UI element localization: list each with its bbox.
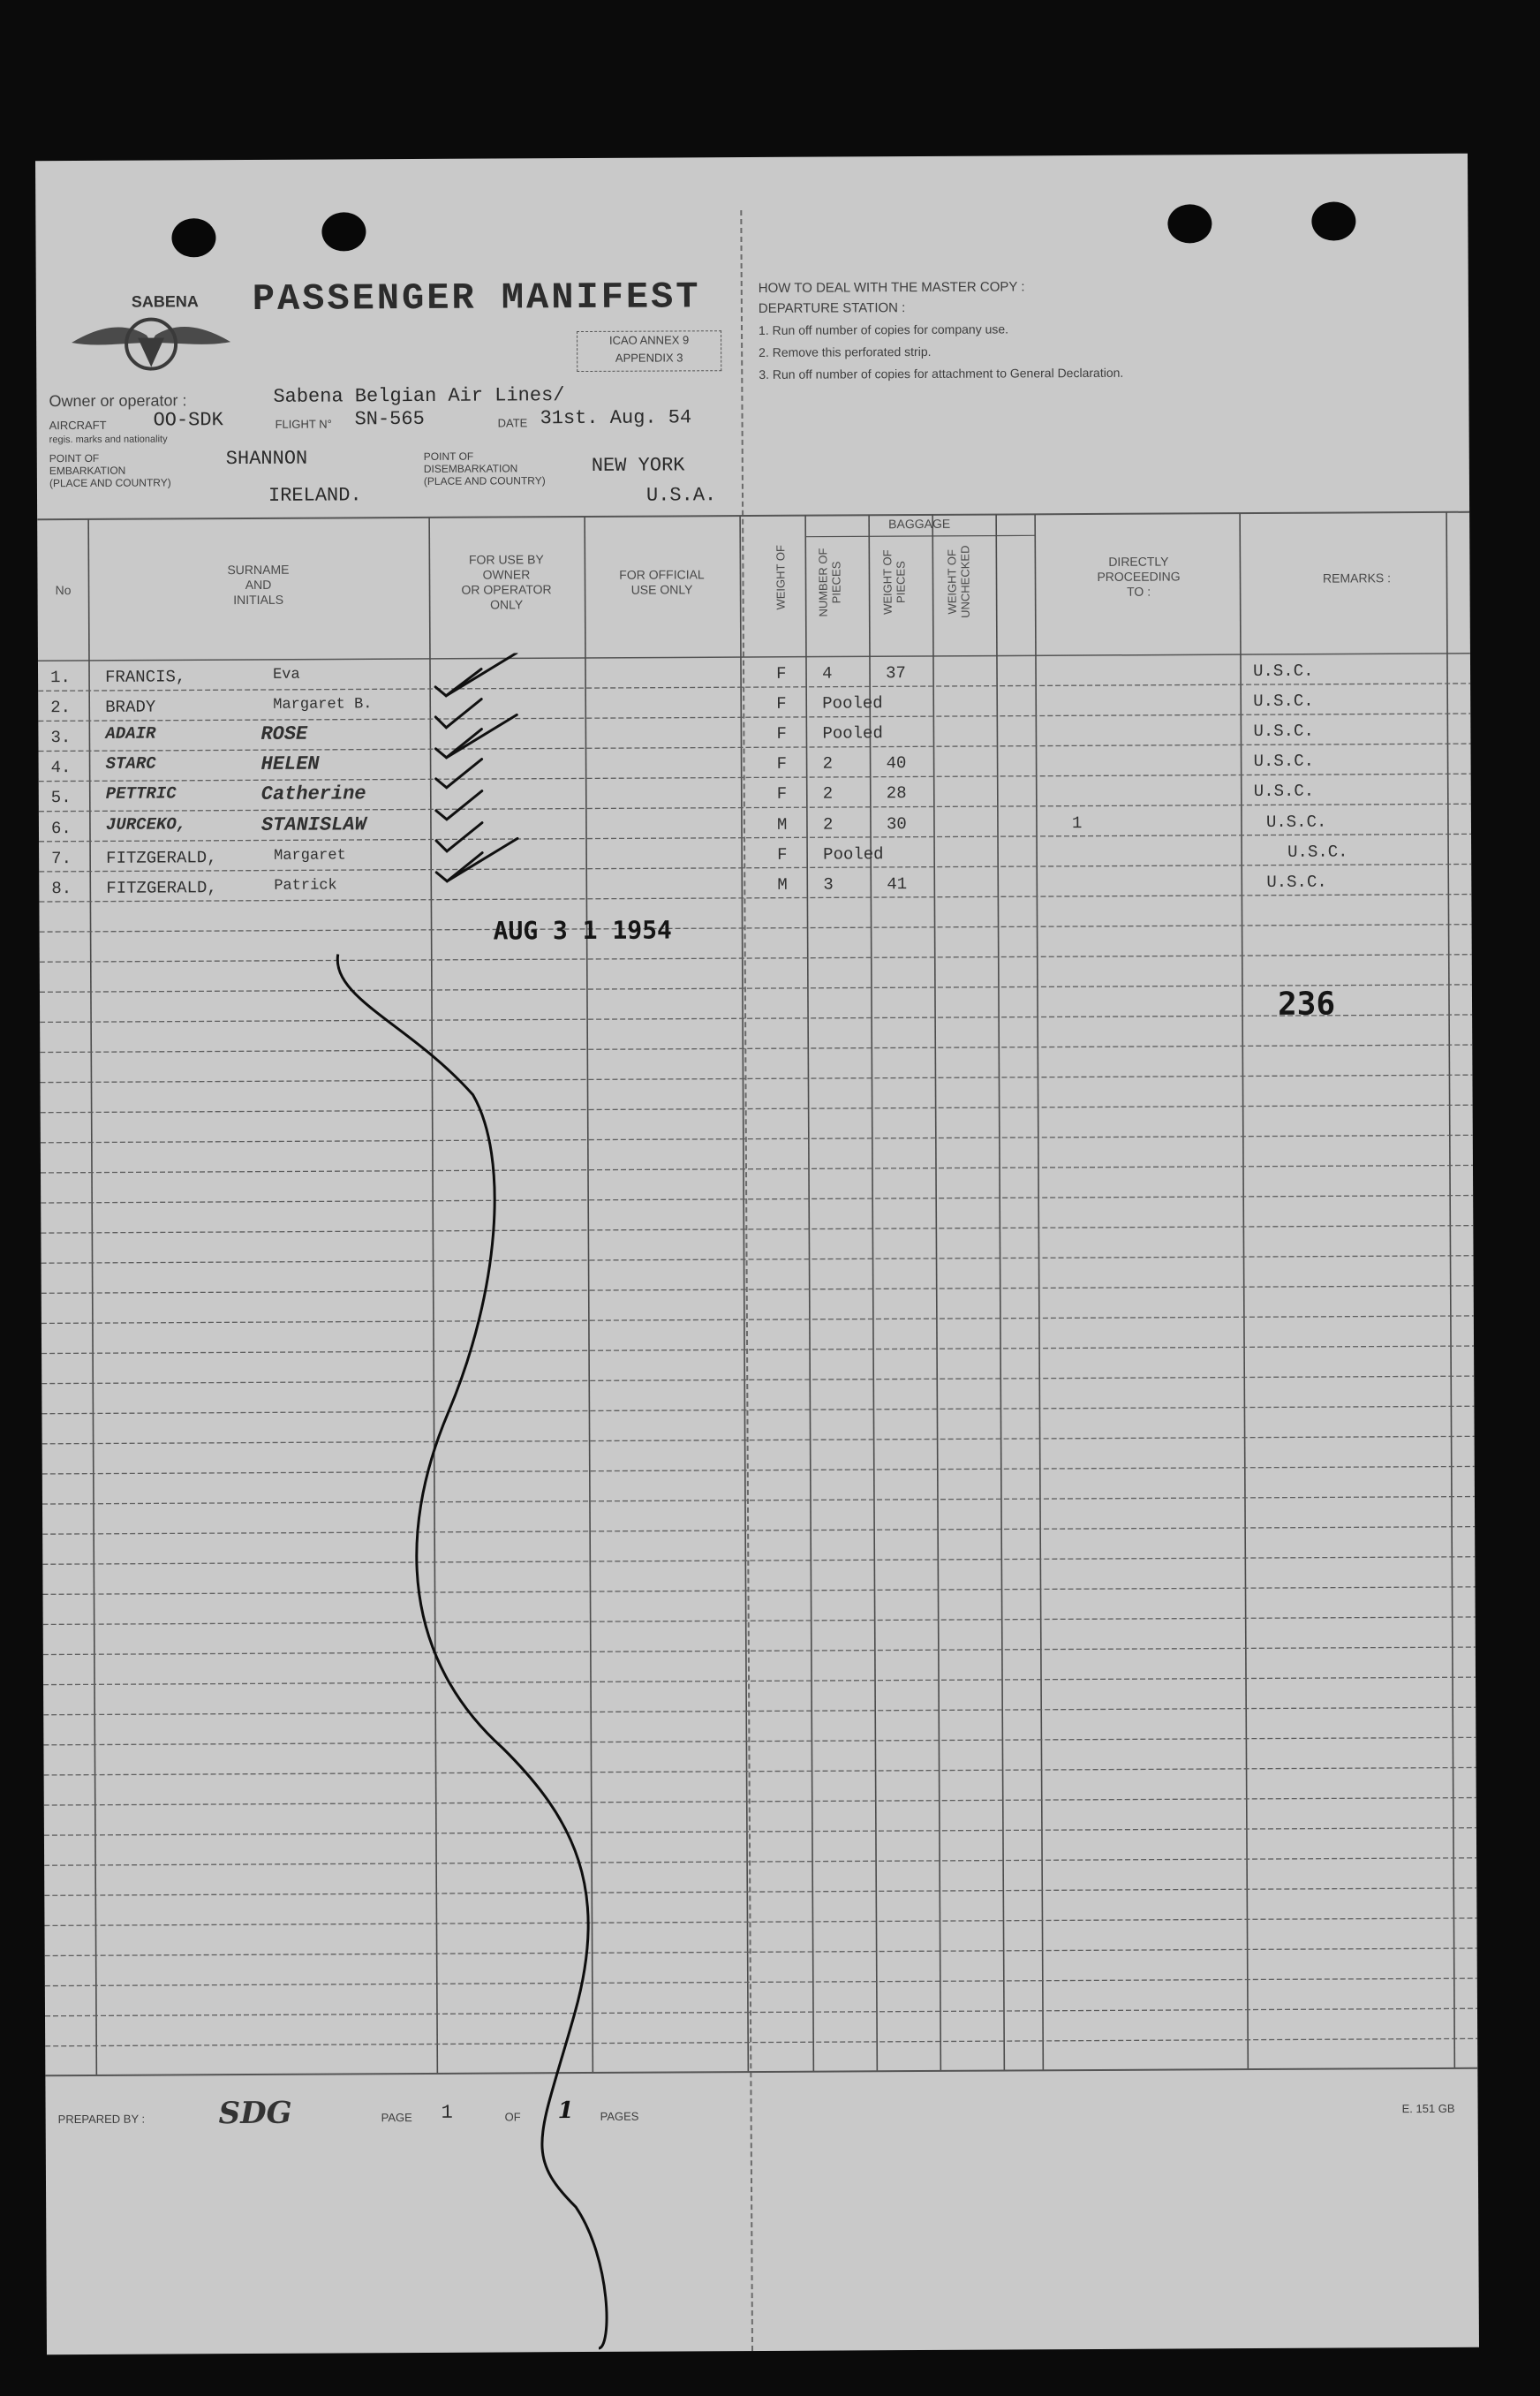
passenger-remarks: U.S.C. [1253, 721, 1314, 742]
passenger-sex: F [776, 754, 788, 775]
passenger-initials: Margaret [274, 847, 346, 865]
passenger-initials: Eva [273, 666, 300, 684]
passenger-sex: M [776, 814, 788, 835]
date-stamp: AUG 3 1 1954 [493, 915, 672, 946]
passenger-initials: Margaret B. [273, 696, 373, 714]
passenger-remarks: U.S.C. [1265, 812, 1327, 832]
passenger-sex: F [776, 693, 787, 714]
manifest-sheet [35, 154, 1479, 2354]
passenger-initials: Patrick [274, 877, 337, 895]
row-number: 7. [51, 848, 72, 868]
baggage-pieces: Pooled [823, 843, 884, 865]
instruction-item: 3. Run off number of copies for attachment to General Declaration. [759, 365, 1124, 382]
passenger-surname: FITZGERALD, [106, 847, 217, 868]
instruction-item: 2. Remove this perforated strip. [759, 344, 932, 359]
passenger-sex: F [776, 784, 788, 805]
aircraft-label: AIRCRAFT [49, 418, 107, 433]
passenger-initials: ROSE [260, 722, 308, 746]
col-header-baggage: BAGGAGE [888, 516, 951, 532]
row-number: 6. [50, 818, 72, 838]
col-header-official-use: FOR OFFICIAL USE ONLY [619, 567, 705, 597]
passenger-remarks: U.S.C. [1253, 691, 1314, 712]
prepared-by-value: SDG [218, 2095, 292, 2132]
disembarkation-label: POINT OF DISEMBARKATION (PLACE AND COUNTRY) [423, 450, 546, 488]
passenger-surname: JURCEKO, [105, 813, 187, 835]
baggage-weight: 28 [886, 783, 907, 804]
baggage-pieces: 4 [822, 663, 833, 684]
passenger-remarks: U.S.C. [1253, 751, 1315, 772]
passenger-sex: M [777, 874, 788, 895]
passenger-surname: PETTRIC [105, 783, 177, 805]
owner-value: Sabena Belgian Air Lines/ [273, 384, 565, 408]
baggage-pieces: 2 [822, 753, 834, 774]
registration-note: regis. marks and nationality [49, 434, 168, 446]
col-header-number-of-pieces: NUMBER OF PIECES [816, 548, 843, 617]
manifest-title: PASSENGER MANIFEST [252, 276, 701, 321]
disembarkation-place: NEW YORK [591, 454, 685, 477]
date-label: DATE [497, 416, 528, 430]
baggage-pieces: 3 [823, 874, 834, 895]
baggage-weight: 37 [886, 663, 906, 684]
passenger-surname: FITZGERALD, [106, 877, 217, 898]
baggage-weight: 30 [886, 813, 907, 834]
passenger-remarks: U.S.C. [1253, 782, 1315, 802]
passenger-sex: F [776, 663, 787, 684]
icao-line-2: APPENDIX 3 [615, 351, 683, 365]
row-number: 8. [51, 878, 72, 898]
col-header-directly-proceeding: DIRECTLY PROCEEDING TO : [1097, 554, 1181, 599]
icao-line-1: ICAO ANNEX 9 [608, 333, 690, 347]
date-value: 31st. Aug. 54 [540, 406, 692, 430]
row-number: 5. [50, 788, 72, 808]
pages-label: PAGES [600, 2109, 639, 2123]
page-number: 1 [441, 2101, 453, 2124]
instruction-item: 1. Run off number of copies for company use. [758, 321, 1009, 337]
embarkation-label: POINT OF EMBARKATION (PLACE AND COUNTRY) [49, 451, 171, 490]
total-pages: 1 [557, 2097, 574, 2125]
passenger-remarks: U.S.C. [1252, 661, 1314, 682]
baggage-weight: 40 [886, 753, 907, 774]
form-code: E. 151 GB [1401, 2101, 1455, 2116]
col-header-weight-unchecked: WEIGHT OF UNCHECKED [945, 545, 972, 618]
row-number: 2. [50, 698, 72, 718]
instructions-subtitle: DEPARTURE STATION : [758, 300, 906, 316]
proceeding-to: 1 [1071, 813, 1083, 833]
flight-value: SN-565 [354, 407, 425, 431]
cancellation-line [35, 154, 1479, 2354]
passenger-remarks: U.S.C. [1287, 842, 1348, 862]
passenger-sex: F [777, 844, 788, 865]
col-header-remarks: REMARKS : [1322, 571, 1392, 586]
disembarkation-country: U.S.A. [645, 484, 717, 507]
passenger-initials: STANISLAW [260, 813, 366, 836]
prepared-by-label: PREPARED BY : [57, 2112, 146, 2127]
baggage-pieces: Pooled [822, 723, 883, 744]
baggage-pieces: Pooled [822, 693, 883, 714]
passenger-initials: Catherine [260, 782, 366, 806]
logo-text: SABENA [131, 292, 199, 311]
baggage-pieces: 2 [822, 814, 834, 835]
aircraft-value: OO-SDK [153, 409, 223, 432]
passenger-initials: HELEN [260, 752, 320, 776]
col-header-weight-of: WEIGHT OF [774, 545, 788, 610]
of-label: OF [504, 2110, 521, 2124]
row-number: 4. [50, 758, 72, 778]
baggage-weight: 41 [887, 873, 908, 894]
passenger-surname: STARC [105, 753, 156, 775]
col-header-weight-of-pieces: WEIGHT OF PIECES [880, 549, 908, 615]
passenger-remarks: U.S.C. [1266, 872, 1327, 892]
flight-label: FLIGHT N° [275, 417, 332, 431]
col-header-no: No [55, 583, 72, 598]
page-label: PAGE [381, 2111, 412, 2125]
embarkation-place: SHANNON [225, 447, 308, 471]
passenger-sex: F [776, 723, 787, 744]
owner-label: Owner or operator : [49, 391, 187, 411]
passenger-surname: BRADY [105, 697, 156, 717]
row-number: 1. [50, 668, 71, 688]
number-stamp: 236 [1277, 986, 1336, 1023]
passenger-surname: ADAIR [105, 723, 156, 744]
embarkation-country: IRELAND. [268, 484, 362, 507]
passenger-surname: FRANCIS, [105, 667, 186, 687]
instructions-title: HOW TO DEAL WITH THE MASTER COPY : [758, 279, 1025, 296]
row-number: 3. [50, 728, 72, 748]
col-header-surname: SURNAME AND INITIALS [227, 562, 290, 608]
baggage-pieces: 2 [822, 783, 834, 804]
col-header-owner-use: FOR USE BY OWNER OR OPERATOR ONLY [461, 552, 552, 612]
